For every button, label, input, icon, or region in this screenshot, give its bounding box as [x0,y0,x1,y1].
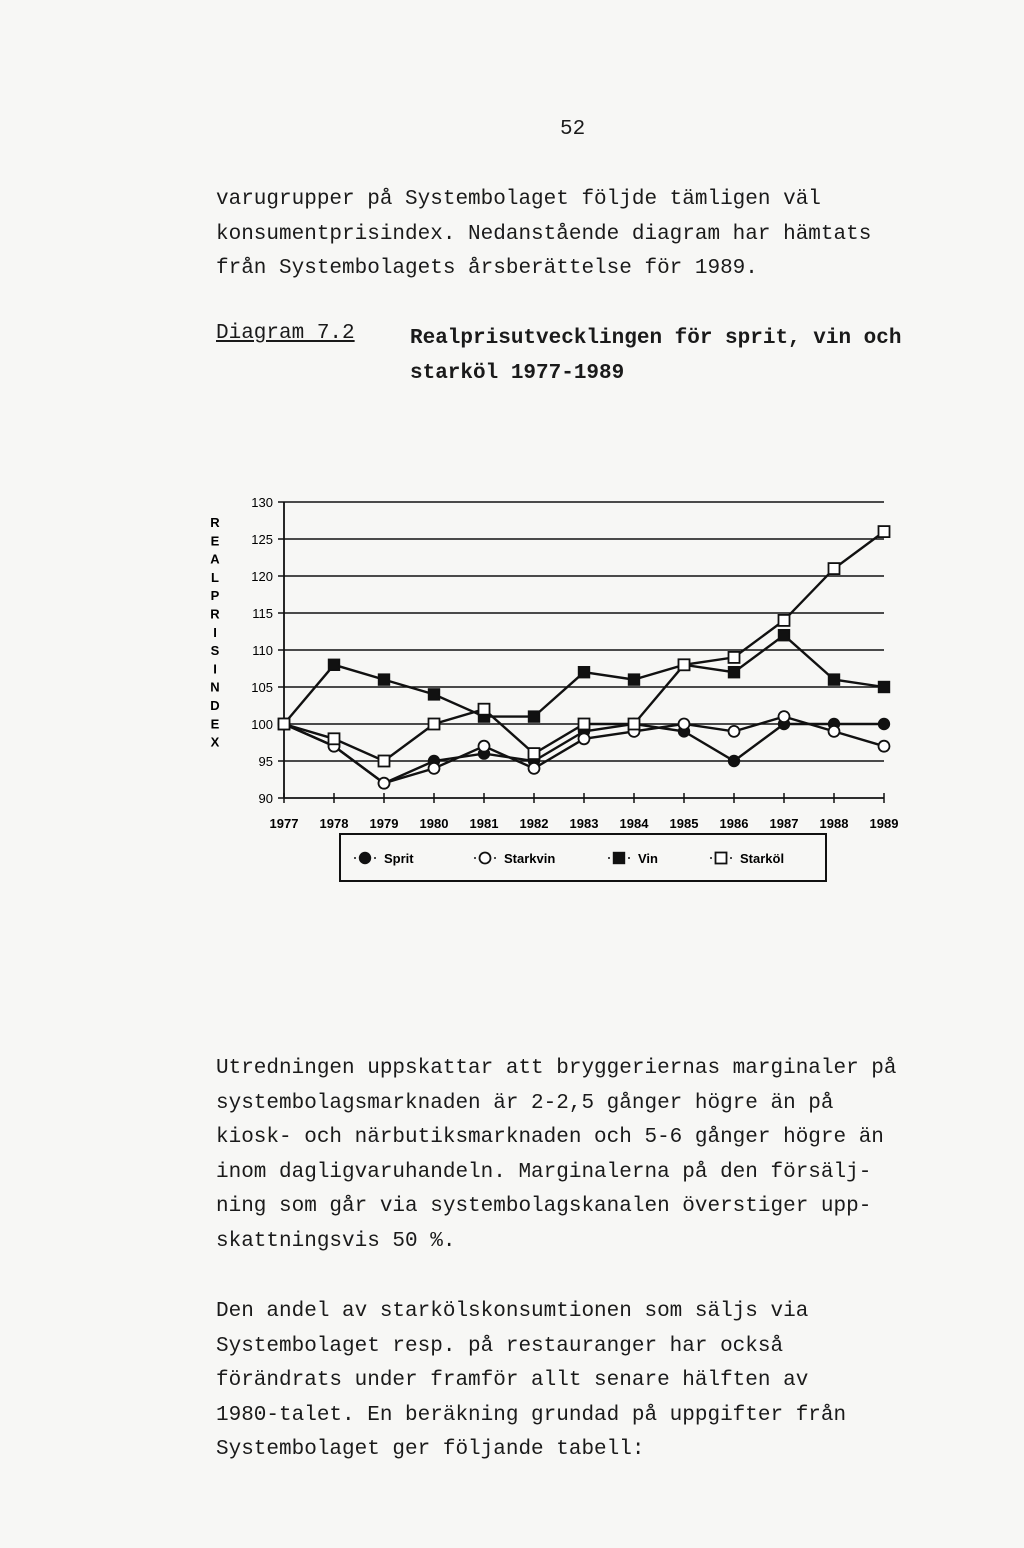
data-point-starkvin [479,741,490,752]
data-point-starkvin [779,711,790,722]
y-axis-label-letter: I [213,661,217,677]
data-point-vin [879,682,890,693]
y-tick-label: 130 [251,495,273,510]
data-point-starkvin [529,763,540,774]
data-point-vin [729,667,740,678]
y-axis-label-letter: E [210,716,220,732]
data-point-stark-l [779,615,790,626]
data-point-stark-l [629,719,640,730]
x-tick-label: 1978 [319,816,349,831]
y-axis-label-letter: D [210,698,220,713]
y-axis-label-letter: S [210,643,220,659]
y-tick-label: 95 [258,754,273,769]
legend-marker-vin [614,853,625,864]
y-axis-label-letter: A [210,551,220,567]
x-tick-label: 1980 [419,816,449,831]
figure-label: Diagram 7.2 [216,322,355,345]
series-line-vin [284,635,884,724]
y-tick-label: 115 [252,606,273,621]
data-point-vin [629,674,640,685]
figure-title: Realprisutvecklingen för sprit, vin och starköl 1977-1989 [410,327,902,385]
data-point-stark-l [529,748,540,759]
y-tick-label: 125 [251,532,273,547]
data-point-stark-l [579,719,590,730]
data-point-vin [579,667,590,678]
data-point-stark-l [879,526,890,537]
y-axis-label-letter: R [210,515,220,530]
data-point-stark-l [729,652,740,663]
line-chart [196,485,916,895]
data-point-vin [329,659,340,670]
intro-paragraph: varugrupper på Systembolaget följde tämligen väl konsumentprisindex. Nedanstående diagram har hämtats från Systembolagets årsberättelse för 1989. [216,188,872,280]
x-tick-label: 1986 [719,816,749,831]
y-tick-label: 90 [258,791,273,806]
page-number: 52 [560,118,586,141]
data-point-vin [529,711,540,722]
y-axis-label-letter: N [210,679,220,695]
y-axis-label-letter: X [210,734,220,750]
data-point-stark-l [829,563,840,574]
x-tick-label: 1977 [269,816,299,831]
x-tick-label: 1987 [769,816,799,831]
data-point-starkvin [379,778,390,789]
data-point-stark-l [379,756,390,767]
data-point-stark-l [429,719,440,730]
x-tick-label: 1979 [369,816,399,831]
y-tick-label: 110 [252,643,273,658]
y-axis-label-letter: I [213,624,217,640]
data-point-starkvin [729,726,740,737]
data-point-starkvin [429,763,440,774]
legend-label-sprit: Sprit [384,851,414,866]
data-point-stark-l [329,733,340,744]
legend-label-starkvin: Starkvin [504,851,556,866]
data-point-sprit [879,719,890,730]
y-tick-label: 100 [251,717,273,732]
data-point-stark-l [479,704,490,715]
paragraph-2: Den andel av starkölskonsumtionen som säljs via Systembolaget resp. på restauranger har också förändrats under framför allt senare hälften av 1980-talet. En beräkning grundad på uppgifter från Systembolaget ger följande tabell: [216,1300,847,1461]
legend-marker-stark-l [716,853,727,864]
data-point-starkvin [879,741,890,752]
data-point-sprit [729,756,740,767]
data-point-starkvin [579,733,590,744]
y-tick-label: 120 [251,569,273,584]
data-point-stark-l [279,719,290,730]
data-point-starkvin [829,726,840,737]
data-point-vin [829,674,840,685]
paragraph-1: Utredningen uppskattar att bryggeriernas marginaler på systembolagsmarknaden är 2-2,5 gånger högre än på kiosk- och närbutiksmarknaden och 5-6 gånger högre än inom dagligvaruhandeln. Marginalerna på den försälj- ning som går via systembolagskanalen överstiger upp- skattningsvis 50 %. [216,1057,897,1253]
x-tick-label: 1983 [569,816,599,831]
x-tick-label: 1989 [869,816,899,831]
y-axis-label-letter: L [211,569,219,585]
y-axis-label-letter: R [210,606,220,622]
data-point-stark-l [679,659,690,670]
legend-marker-starkvin [480,853,491,864]
data-point-starkvin [679,719,690,730]
legend-marker-sprit [360,853,371,864]
legend-label-stark-l: Starköl [740,851,785,866]
data-point-vin [379,674,390,685]
legend-label-vin: Vin [638,851,658,866]
x-tick-label: 1984 [619,816,649,831]
x-tick-label: 1981 [469,816,499,831]
x-tick-label: 1985 [669,816,699,831]
x-tick-label: 1982 [519,816,549,831]
y-tick-label: 105 [251,680,273,695]
data-point-vin [429,689,440,700]
data-point-vin [779,630,790,641]
y-axis-label-letter: E [210,533,220,549]
x-tick-label: 1988 [819,816,849,831]
y-axis-label-letter: P [210,588,220,604]
